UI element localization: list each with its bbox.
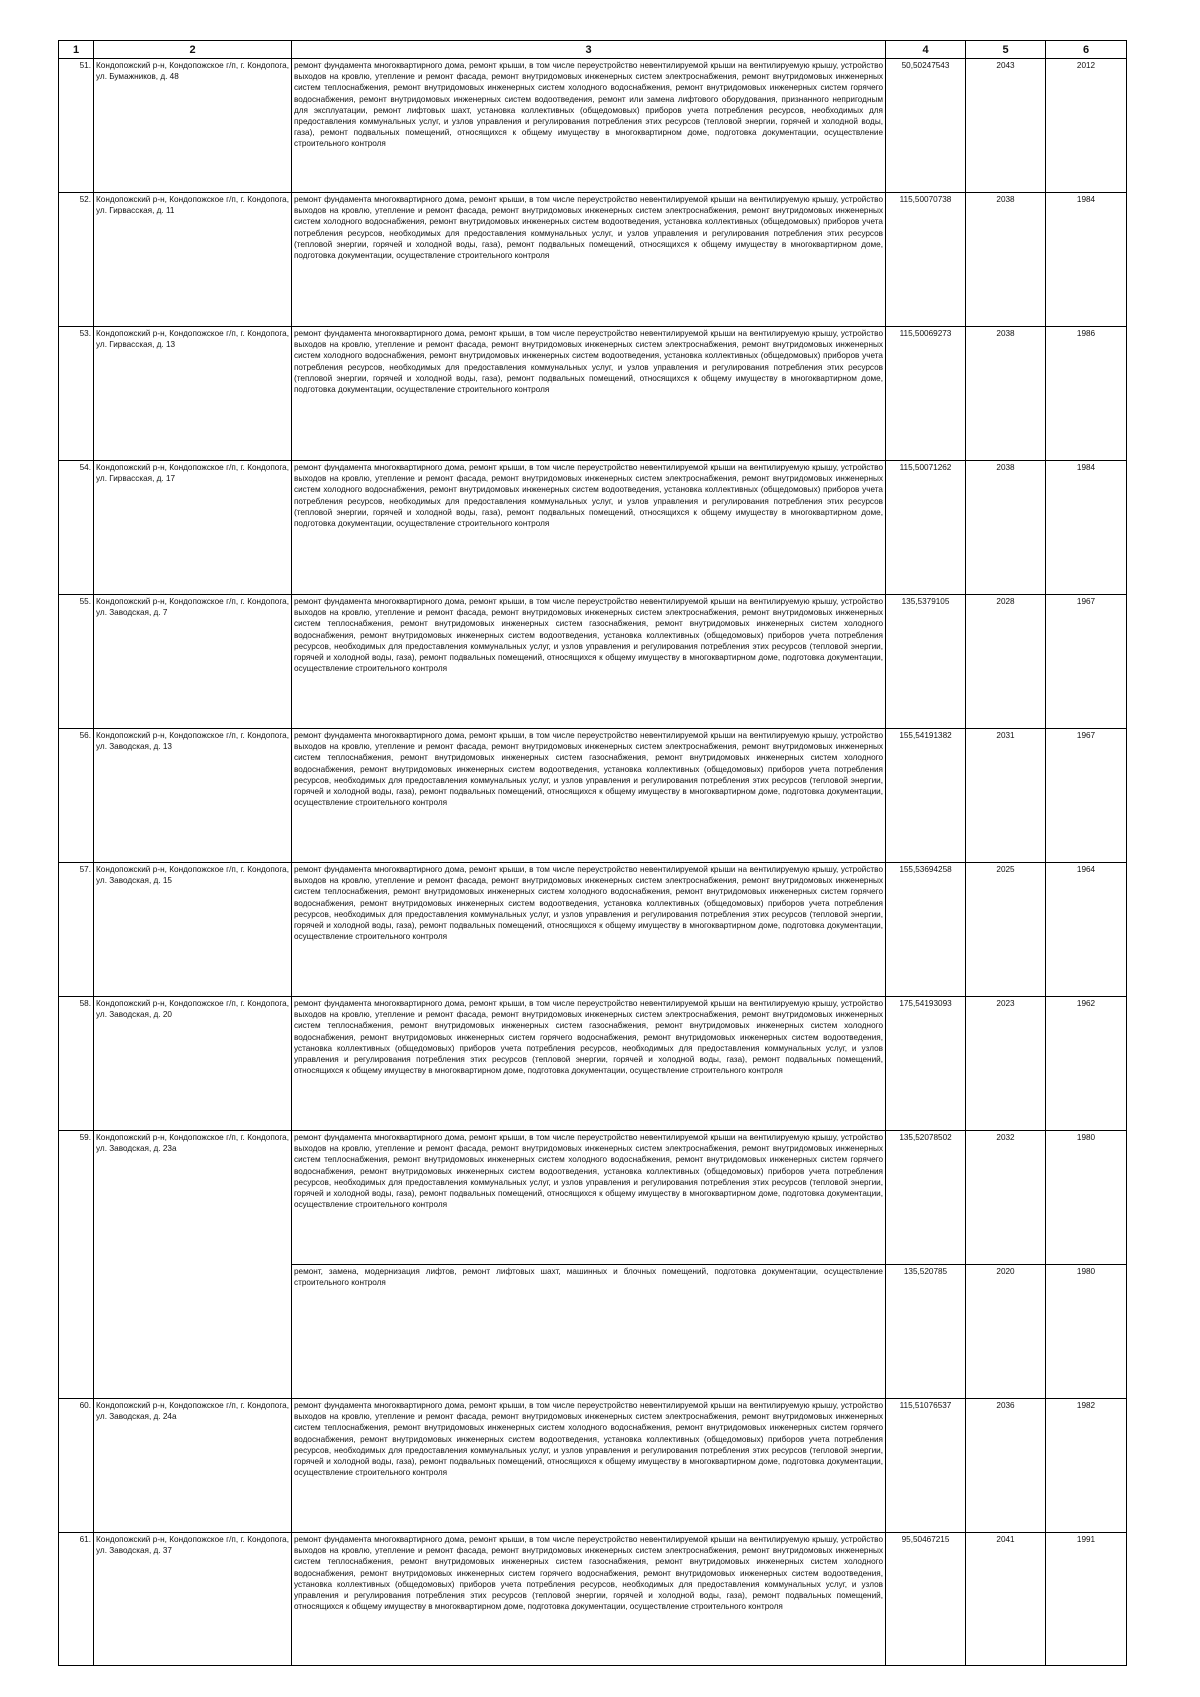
- planned-year: 2038: [966, 461, 1046, 595]
- repair-works: ремонт, замена, модернизация лифтов, ремонт лифтовых шахт, машинных и блочных помещений, подготовка документации, осуществление строительного контроля: [292, 1265, 886, 1399]
- column-header-5: 5: [966, 41, 1046, 59]
- planned-year: 2041: [966, 1533, 1046, 1666]
- repair-works: ремонт фундамента многоквартирного дома, ремонт крыши, в том числе переустройство невентилируемой крыши на вентилируемую крышу, устройство выходов на кровлю, утепление и ремонт фасада, ремонт внутридомовых инженерных систем электроснабжения, ремонт внутридомовых инженерных систем холодного водоснабжения, ремонт внутридомовых инженерных систем водоотведения, установка коллективных (общедомовых) приборов учета потребления ресурсов, необходимых для предоставления коммунальных услуг, и узлов управления и регулирования потребления этих ресурсов (тепловой энергии, горячей и холодной воды, газа), ремонт подвальных помещений, относящихся к общему имуществу в многоквартирном доме, подготовка документации, осуществление строительного контроля: [292, 327, 886, 461]
- repair-works: ремонт фундамента многоквартирного дома, ремонт крыши, в том числе переустройство невентилируемой крыши на вентилируемую крышу, устройство выходов на кровлю, утепление и ремонт фасада, ремонт внутридомовых инженерных систем электроснабжения, ремонт внутридомовых инженерных систем холодного водоснабжения, ремонт внутридомовых инженерных систем водоотведения, установка коллективных (общедомовых) приборов учета потребления ресурсов, необходимых для предоставления коммунальных услуг, и узлов управления и регулирования потребления этих ресурсов (тепловой энергии, горячей и холодной воды, газа), ремонт подвальных помещений, относящихся к общему имуществу в многоквартирном доме, подготовка документации, осуществление строительного контроля: [292, 193, 886, 327]
- table-row: [59, 729, 1127, 863]
- repair-works: ремонт фундамента многоквартирного дома, ремонт крыши, в том числе переустройство невентилируемой крыши на вентилируемую крышу, устройство выходов на кровлю, утепление и ремонт фасада, ремонт внутридомовых инженерных систем электроснабжения, ремонт внутридомовых инженерных систем теплоснабжения, ремонт внутридомовых инженерных систем холодного водоснабжения, ремонт внутридомовых инженерных систем горячего водоснабжения, ремонт внутридомовых инженерных систем водоотведения, установка коллективных (общедомовых) приборов учета потребления ресурсов, необходимых для предоставления коммунальных услуг, и узлов управления и регулирования потребления этих ресурсов (тепловой энергии, горячей и холодной воды, газа), ремонт подвальных помещений, относящихся к общему имуществу в многоквартирном доме, подготовка документации, осуществление строительного контроля: [292, 863, 886, 997]
- row-number: 58.: [59, 997, 94, 1131]
- cost-value: 95,50467215: [886, 1533, 966, 1666]
- cost-value: 115,50070738: [886, 193, 966, 327]
- row-number: 61.: [59, 1533, 94, 1666]
- column-header-4: 4: [886, 41, 966, 59]
- planned-year: 2032: [966, 1131, 1046, 1265]
- house-address: Кондопожский р-н, Кондопожское г/п, г. Кондопога, ул. Гирвасская, д. 13: [94, 327, 292, 461]
- row-number: 53.: [59, 327, 94, 461]
- planned-year: 2031: [966, 729, 1046, 863]
- cost-value: 135,520785: [886, 1265, 966, 1399]
- planned-year: 2028: [966, 595, 1046, 729]
- build-year: 1964: [1046, 863, 1127, 997]
- repair-works: ремонт фундамента многоквартирного дома, ремонт крыши, в том числе переустройство невентилируемой крыши на вентилируемую крышу, устройство выходов на кровлю, утепление и ремонт фасада, ремонт внутридомовых инженерных систем электроснабжения, ремонт внутридомовых инженерных систем теплоснабжения, ремонт внутридомовых инженерных систем газоснабжения, ремонт внутридомовых инженерных систем холодного водоснабжения, ремонт внутридомовых инженерных систем водоотведения, установка коллективных (общедомовых) приборов учета потребления ресурсов, необходимых для предоставления коммунальных услуг, и узлов управления и регулирования потребления этих ресурсов (тепловой энергии, горячей и холодной воды, газа), ремонт подвальных помещений, относящихся к общему имуществу в многоквартирном доме, подготовка документации, осуществление строительного контроля: [292, 729, 886, 863]
- planned-year: 2023: [966, 997, 1046, 1131]
- cost-value: 115,51076537: [886, 1399, 966, 1533]
- column-header-2: 2: [94, 41, 292, 59]
- table-row: [59, 461, 1127, 595]
- table-row: [59, 59, 1127, 193]
- cost-value: 115,50069273: [886, 327, 966, 461]
- row-number: 55.: [59, 595, 94, 729]
- house-address: Кондопожский р-н, Кондопожское г/п, г. Кондопога, ул. Заводская, д. 7: [94, 595, 292, 729]
- build-year: 1986: [1046, 327, 1127, 461]
- column-header-3: 3: [292, 41, 886, 59]
- planned-year: 2020: [966, 1265, 1046, 1399]
- header-row: [59, 41, 1127, 59]
- house-address: Кондопожский р-н, Кондопожское г/п, г. Кондопога, ул. Гирвасская, д. 17: [94, 461, 292, 595]
- table-row: [59, 1533, 1127, 1666]
- cost-value: 50,50247543: [886, 59, 966, 193]
- build-year: 1967: [1046, 595, 1127, 729]
- house-address: Кондопожский р-н, Кондопожское г/п, г. Кондопога, ул. Заводская, д. 20: [94, 997, 292, 1131]
- house-address: Кондопожский р-н, Кондопожское г/п, г. Кондопога, ул. Заводская, д. 13: [94, 729, 292, 863]
- build-year: 2012: [1046, 59, 1127, 193]
- build-year: 1982: [1046, 1399, 1127, 1533]
- table-row: [59, 1399, 1127, 1533]
- cost-value: 135,5379105: [886, 595, 966, 729]
- house-address: Кондопожский р-н, Кондопожское г/п, г. Кондопога, ул. Заводская, д. 15: [94, 863, 292, 997]
- planned-year: 2038: [966, 193, 1046, 327]
- planned-year: 2043: [966, 59, 1046, 193]
- row-number: 59.: [59, 1131, 94, 1399]
- house-address: Кондопожский р-н, Кондопожское г/п, г. Кондопога, ул. Заводская, д. 24а: [94, 1399, 292, 1533]
- cost-value: 155,53694258: [886, 863, 966, 997]
- cost-value: 135,52078502: [886, 1131, 966, 1265]
- row-number: 57.: [59, 863, 94, 997]
- cost-value: 175,54193093: [886, 997, 966, 1131]
- row-number: 60.: [59, 1399, 94, 1533]
- repair-works: ремонт фундамента многоквартирного дома, ремонт крыши, в том числе переустройство невентилируемой крыши на вентилируемую крышу, устройство выходов на кровлю, утепление и ремонт фасада, ремонт внутридомовых инженерных систем электроснабжения, ремонт внутридомовых инженерных систем теплоснабжения, ремонт внутридомовых инженерных систем холодного водоснабжения, ремонт внутридомовых инженерных систем горячего водоснабжения, ремонт внутридомовых инженерных систем водоотведения, установка коллективных (общедомовых) приборов учета потребления ресурсов, необходимых для предоставления коммунальных услуг, и узлов управления и регулирования потребления этих ресурсов (тепловой энергии, горячей и холодной воды, газа), ремонт подвальных помещений, относящихся к общему имуществу в многоквартирном доме, подготовка документации, осуществление строительного контроля: [292, 1399, 886, 1533]
- build-year: 1980: [1046, 1265, 1127, 1399]
- table-row: [59, 1131, 1127, 1265]
- row-number: 51.: [59, 59, 94, 193]
- house-address: Кондопожский р-н, Кондопожское г/п, г. Кондопога, ул. Бумажников, д. 48: [94, 59, 292, 193]
- repair-works: ремонт фундамента многоквартирного дома, ремонт крыши, в том числе переустройство невентилируемой крыши на вентилируемую крышу, устройство выходов на кровлю, утепление и ремонт фасада, ремонт внутридомовых инженерных систем электроснабжения, ремонт внутридомовых инженерных систем теплоснабжения, ремонт внутридомовых инженерных систем газоснабжения, ремонт внутридомовых инженерных систем холодного водоснабжения, ремонт внутридомовых инженерных систем водоотведения, установка коллективных (общедомовых) приборов учета потребления ресурсов, необходимых для предоставления коммунальных услуг, и узлов управления и регулирования потребления этих ресурсов (тепловой энергии, горячей и холодной воды, газа), ремонт подвальных помещений, относящихся к общему имуществу в многоквартирном доме, подготовка документации, осуществление строительного контроля: [292, 595, 886, 729]
- repair-works: ремонт фундамента многоквартирного дома, ремонт крыши, в том числе переустройство невентилируемой крыши на вентилируемую крышу, устройство выходов на кровлю, утепление и ремонт фасада, ремонт внутридомовых инженерных систем электроснабжения, ремонт внутридомовых инженерных систем теплоснабжения, ремонт внутридомовых инженерных систем холодного водоснабжения, ремонт внутридомовых инженерных систем горячего водоснабжения, ремонт внутридомовых инженерных систем водоотведения, ремонт или замена лифтового оборудования, признанного непригодным для эксплуатации, ремонт лифтовых шахт, установка коллективных (общедомовых) приборов учета потребления ресурсов, необходимых для предоставления коммунальных услуг, и узлов управления и регулирования потребления этих ресурсов (тепловой энергии, горячей и холодной воды, газа), ремонт подвальных помещений, относящихся к общему имуществу в многоквартирном доме, подготовка документации, осуществление строительного контроля: [292, 59, 886, 193]
- build-year: 1984: [1046, 461, 1127, 595]
- house-address: Кондопожский р-н, Кондопожское г/п, г. Кондопога, ул. Гирвасская, д. 11: [94, 193, 292, 327]
- planned-year: 2025: [966, 863, 1046, 997]
- table-row: [59, 997, 1127, 1131]
- table-row: [59, 863, 1127, 997]
- row-number: 52.: [59, 193, 94, 327]
- table-row: [59, 327, 1127, 461]
- cost-value: 155,54191382: [886, 729, 966, 863]
- row-number: 54.: [59, 461, 94, 595]
- planned-year: 2036: [966, 1399, 1046, 1533]
- cost-value: 115,50071262: [886, 461, 966, 595]
- capital-repair-table: [58, 40, 1127, 1666]
- build-year: 1962: [1046, 997, 1127, 1131]
- table-row: [59, 193, 1127, 327]
- row-number: 56.: [59, 729, 94, 863]
- repair-works: ремонт фундамента многоквартирного дома, ремонт крыши, в том числе переустройство невентилируемой крыши на вентилируемую крышу, устройство выходов на кровлю, утепление и ремонт фасада, ремонт внутридомовых инженерных систем электроснабжения, ремонт внутридомовых инженерных систем теплоснабжения, ремонт внутридомовых инженерных систем газоснабжения, ремонт внутридомовых инженерных систем холодного водоснабжения, ремонт внутридомовых инженерных систем горячего водоснабжения, ремонт внутридомовых инженерных систем водоотведения, установка коллективных (общедомовых) приборов учета потребления ресурсов, необходимых для предоставления коммунальных услуг, и узлов управления и регулирования потребления этих ресурсов (тепловой энергии, горячей и холодной воды, газа), ремонт подвальных помещений, относящихся к общему имуществу в многоквартирном доме, подготовка документации, осуществление строительного контроля: [292, 997, 886, 1131]
- build-year: 1984: [1046, 193, 1127, 327]
- house-address: Кондопожский р-н, Кондопожское г/п, г. Кондопога, ул. Заводская, д. 23а: [94, 1131, 292, 1399]
- table-row: [59, 595, 1127, 729]
- repair-works: ремонт фундамента многоквартирного дома, ремонт крыши, в том числе переустройство невентилируемой крыши на вентилируемую крышу, устройство выходов на кровлю, утепление и ремонт фасада, ремонт внутридомовых инженерных систем электроснабжения, ремонт внутридомовых инженерных систем холодного водоснабжения, ремонт внутридомовых инженерных систем водоотведения, установка коллективных (общедомовых) приборов учета потребления ресурсов, необходимых для предоставления коммунальных услуг, и узлов управления и регулирования потребления этих ресурсов (тепловой энергии, горячей и холодной воды, газа), ремонт подвальных помещений, относящихся к общему имуществу в многоквартирном доме, подготовка документации, осуществление строительного контроля: [292, 461, 886, 595]
- build-year: 1980: [1046, 1131, 1127, 1265]
- build-year: 1991: [1046, 1533, 1127, 1666]
- build-year: 1967: [1046, 729, 1127, 863]
- column-header-6: 6: [1046, 41, 1127, 59]
- planned-year: 2038: [966, 327, 1046, 461]
- repair-works: ремонт фундамента многоквартирного дома, ремонт крыши, в том числе переустройство невентилируемой крыши на вентилируемую крышу, устройство выходов на кровлю, утепление и ремонт фасада, ремонт внутридомовых инженерных систем электроснабжения, ремонт внутридомовых инженерных систем теплоснабжения, ремонт внутридомовых инженерных систем газоснабжения, ремонт внутридомовых инженерных систем холодного водоснабжения, ремонт внутридомовых инженерных систем горячего водоснабжения, ремонт внутридомовых инженерных систем водоотведения, установка коллективных (общедомовых) приборов учета потребления ресурсов, необходимых для предоставления коммунальных услуг, и узлов управления и регулирования потребления этих ресурсов (тепловой энергии, горячей и холодной воды, газа), ремонт подвальных помещений, относящихся к общему имуществу в многоквартирном доме, подготовка документации, осуществление строительного контроля: [292, 1533, 886, 1666]
- column-header-1: 1: [59, 41, 94, 59]
- repair-works: ремонт фундамента многоквартирного дома, ремонт крыши, в том числе переустройство невентилируемой крыши на вентилируемую крышу, устройство выходов на кровлю, утепление и ремонт фасада, ремонт внутридомовых инженерных систем электроснабжения, ремонт внутридомовых инженерных систем теплоснабжения, ремонт внутридомовых инженерных систем холодного водоснабжения, ремонт внутридомовых инженерных систем горячего водоснабжения, ремонт внутридомовых инженерных систем водоотведения, установка коллективных (общедомовых) приборов учета потребления ресурсов, необходимых для предоставления коммунальных услуг, и узлов управления и регулирования потребления этих ресурсов (тепловой энергии, горячей и холодной воды, газа), ремонт подвальных помещений, относящихся к общему имуществу в многоквартирном доме, подготовка документации, осуществление строительного контроля: [292, 1131, 886, 1265]
- house-address: Кондопожский р-н, Кондопожское г/п, г. Кондопога, ул. Заводская, д. 37: [94, 1533, 292, 1666]
